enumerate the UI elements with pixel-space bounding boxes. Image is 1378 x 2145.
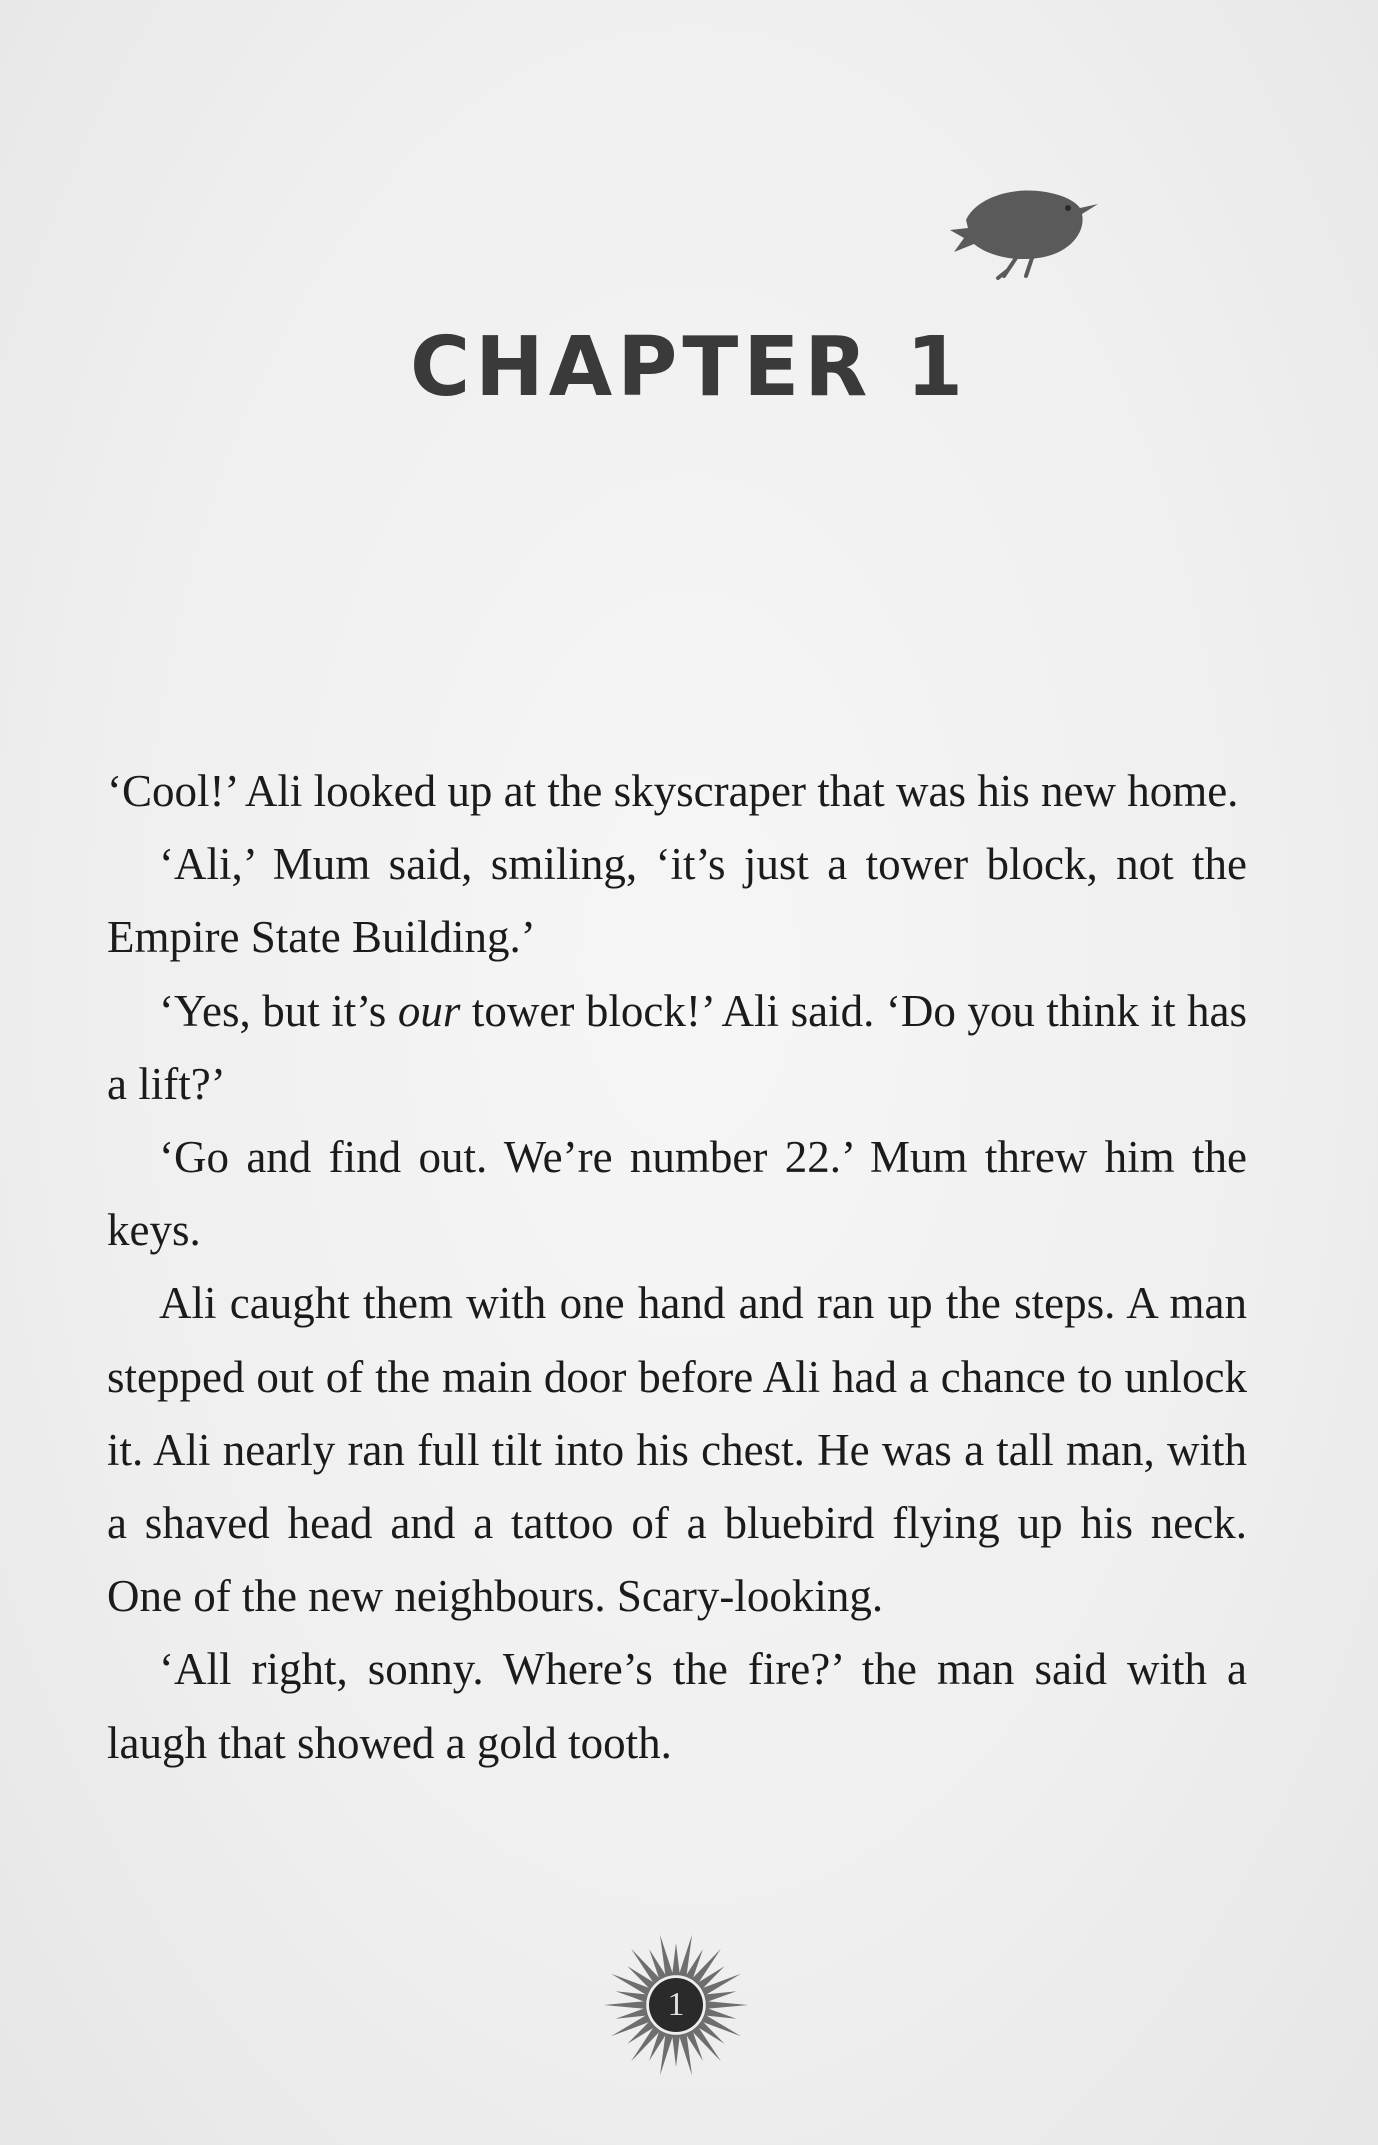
paragraph-text: tower block!’ Ali said. ‘Do you think it has a lift?’ [107, 985, 1247, 1109]
paragraph [107, 755, 1247, 828]
paragraph [107, 1633, 1247, 1779]
bird-icon [950, 168, 1100, 283]
petal [604, 2001, 646, 2009]
emphasis-text: our [397, 985, 461, 1036]
paragraph [107, 828, 1247, 974]
show-through-text [105, 8, 1245, 872]
petal [672, 2035, 680, 2067]
paragraph-text: ‘Yes, but it’s [159, 985, 398, 1036]
paragraph-text: ‘All right, sonny. Where’s the fire?’ the man said with a laugh that showed a gold tooth. [107, 1644, 1247, 1768]
paragraph [107, 1121, 1247, 1267]
paragraph [107, 975, 1247, 1121]
petal [672, 1943, 680, 1975]
chapter-title: CHAPTER 1 [409, 320, 969, 415]
paragraph [107, 1267, 1247, 1633]
paragraph-text: ‘Ali,’ Mum said, smiling, ‘it’s just a tower block, not the Empire State Building.’ [107, 839, 1247, 963]
paragraph-text: Ali caught them with one hand and ran up the steps. A man stepped out of the main door before Ali had a chance to unlock it. Ali nearly ran full tilt into his chest. He was a tall man, with a shaved head and a tattoo of a bluebird flying up his neck. One of the new neighbours. Scary-looking. [107, 1278, 1247, 1622]
paragraph-text: ‘Cool!’ Ali looked up at the skyscraper that was his new home. [107, 766, 1239, 816]
body-text [107, 755, 1247, 1780]
paragraph-text: ‘Go and find out. We’re number 22.’ Mum threw him the keys. [107, 1132, 1247, 1256]
page-number: 1 [667, 1986, 685, 2023]
petal [706, 2001, 748, 2009]
